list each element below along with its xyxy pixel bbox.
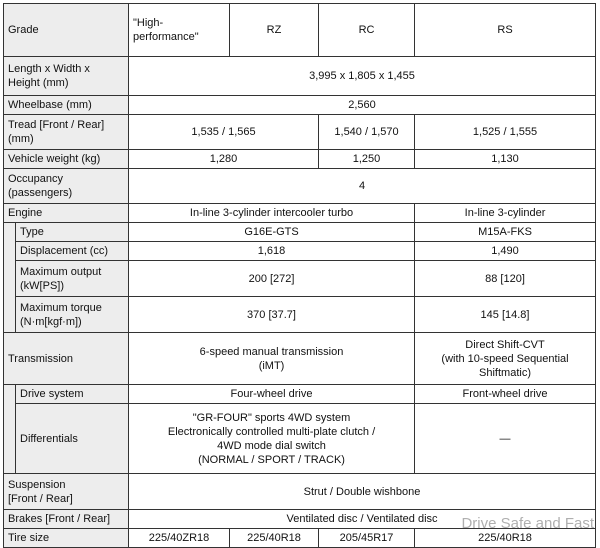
- tread-rc: 1,540 / 1,570: [319, 115, 415, 150]
- drive-indent: [4, 385, 16, 474]
- grade-rz: RZ: [230, 4, 319, 57]
- tires-rz: 225/40R18: [230, 529, 319, 548]
- weight-rc: 1,250: [319, 150, 415, 169]
- row-output: [4, 261, 596, 297]
- tread-label: Tread [Front / Rear] (mm): [4, 115, 129, 150]
- transmission-label: Transmission: [4, 333, 129, 385]
- output-label: Maximum output (kW[PS]): [16, 261, 129, 297]
- tread-rz: 1,535 / 1,565: [129, 115, 319, 150]
- row-transmission: [4, 333, 596, 385]
- weight-label: Vehicle weight (kg): [4, 150, 129, 169]
- row-wheelbase: [4, 96, 596, 115]
- type-gr: G16E-GTS: [129, 223, 415, 242]
- row-torque: [4, 297, 596, 333]
- displacement-rs: 1,490: [415, 242, 596, 261]
- differentials-rs: —: [415, 404, 596, 474]
- tires-label: Tire size: [4, 529, 129, 548]
- engine-gr: In-line 3-cylinder intercooler turbo: [129, 204, 415, 223]
- watermark: Drive Safe and Fast: [461, 515, 594, 532]
- type-label: Type: [16, 223, 129, 242]
- row-displacement: [4, 242, 596, 261]
- wheelbase-value: 2,560: [129, 96, 596, 115]
- row-weight: [4, 150, 596, 169]
- row-grade: [4, 4, 596, 57]
- engine-indent: [4, 223, 16, 333]
- row-dimensions: [4, 57, 596, 96]
- displacement-gr: 1,618: [129, 242, 415, 261]
- output-rs: 88 [120]: [415, 261, 596, 297]
- grade-rc: RC: [319, 4, 415, 57]
- drive-gr: Four-wheel drive: [129, 385, 415, 404]
- tires-hp: 225/40ZR18: [129, 529, 230, 548]
- occupancy-value: 4: [129, 169, 596, 204]
- engine-label: Engine: [4, 204, 129, 223]
- row-occupancy: [4, 169, 596, 204]
- row-tread: [4, 115, 596, 150]
- tires-rs: 225/40R18: [415, 529, 596, 548]
- type-rs: M15A-FKS: [415, 223, 596, 242]
- suspension-value: Strut / Double wishbone: [129, 474, 596, 510]
- row-engine-type: [4, 223, 596, 242]
- row-differentials: [4, 404, 596, 474]
- spec-table: [3, 3, 596, 548]
- displacement-label: Displacement (cc): [16, 242, 129, 261]
- weight-rs: 1,130: [415, 150, 596, 169]
- dimensions-value: 3,995 x 1,805 x 1,455: [129, 57, 596, 96]
- differentials-label: Differentials: [16, 404, 129, 474]
- row-suspension: [4, 474, 596, 510]
- grade-rs: RS: [415, 4, 596, 57]
- weight-rz: 1,280: [129, 150, 319, 169]
- suspension-label: Suspension [Front / Rear]: [4, 474, 129, 510]
- engine-rs: In-line 3-cylinder: [415, 204, 596, 223]
- grade-label: Grade: [4, 4, 129, 57]
- tires-rc: 205/45R17: [319, 529, 415, 548]
- torque-gr: 370 [37.7]: [129, 297, 415, 333]
- dimensions-label: Length x Width x Height (mm): [4, 57, 129, 96]
- torque-label: Maximum torque (N·m[kgf·m]): [16, 297, 129, 333]
- tread-rs: 1,525 / 1,555: [415, 115, 596, 150]
- drive-rs: Front-wheel drive: [415, 385, 596, 404]
- transmission-rs: Direct Shift-CVT (with 10-speed Sequential Shiftmatic): [415, 333, 596, 385]
- wheelbase-label: Wheelbase (mm): [4, 96, 129, 115]
- grade-high-performance: "High-performance": [129, 4, 230, 57]
- occupancy-label: Occupancy (passengers): [4, 169, 129, 204]
- transmission-gr: 6-speed manual transmission (iMT): [129, 333, 415, 385]
- brakes-label: Brakes [Front / Rear]: [4, 510, 129, 529]
- torque-rs: 145 [14.8]: [415, 297, 596, 333]
- differentials-gr: "GR-FOUR" sports 4WD system Electronically controlled multi-plate clutch / 4WD mode dial switch (NORMAL / SPORT / TRACK): [129, 404, 415, 474]
- output-gr: 200 [272]: [129, 261, 415, 297]
- drive-label: Drive system: [16, 385, 129, 404]
- row-engine: [4, 204, 596, 223]
- row-drive: [4, 385, 596, 404]
- brakes-value: Ventilated disc / Ventilated disc: [129, 510, 596, 529]
